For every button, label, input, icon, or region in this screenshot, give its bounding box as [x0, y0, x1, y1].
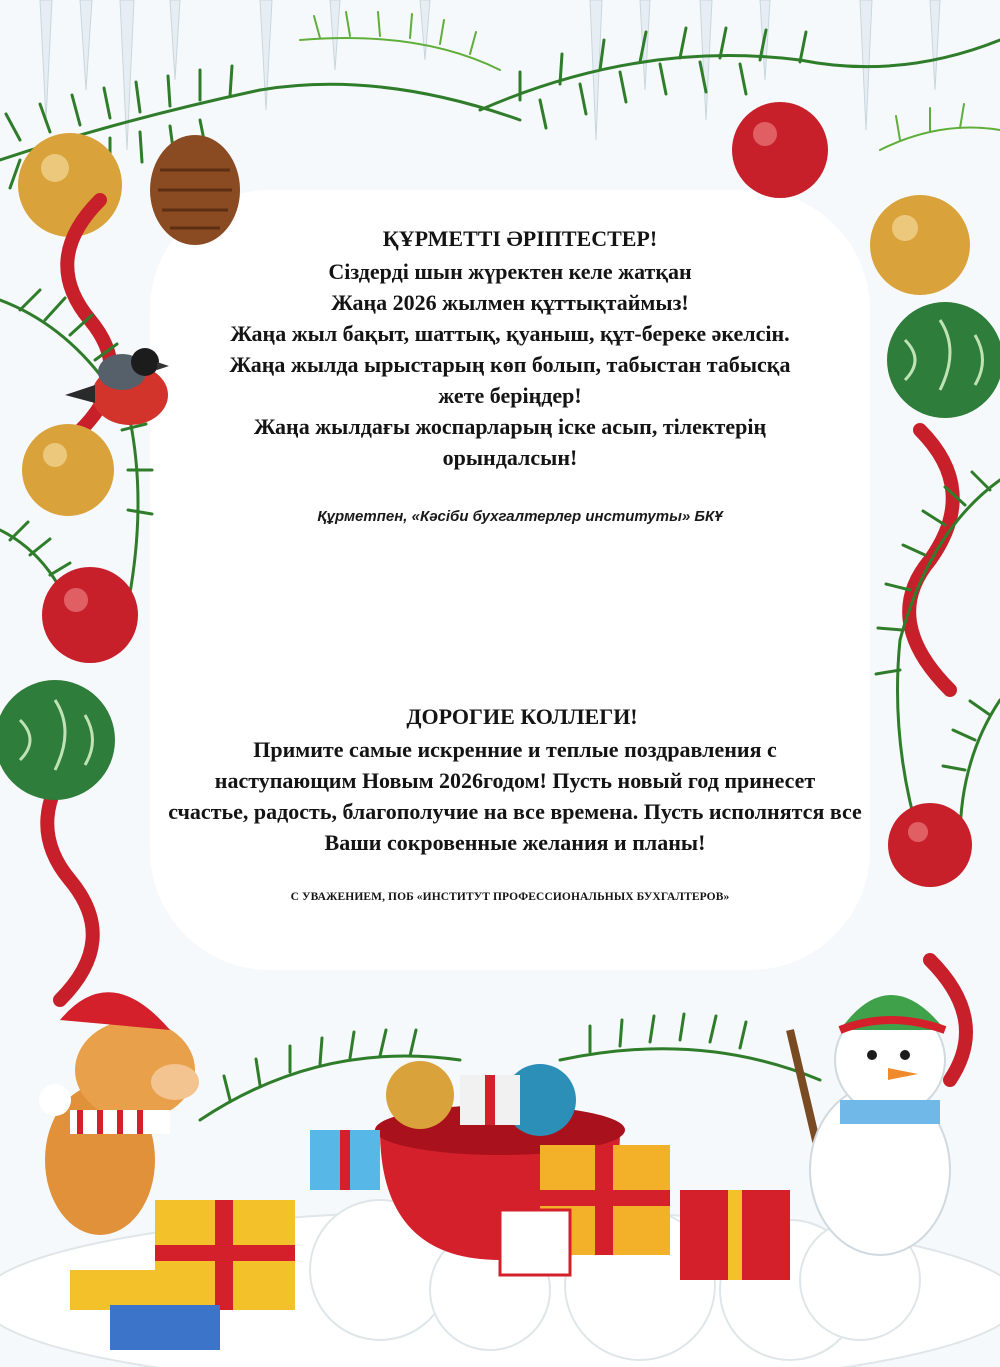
russian-greeting-body — [15, 734, 1000, 858]
kazakh-greeting-title: ҚҰРМЕТТІ ӘРІПТЕСТЕР! — [382, 226, 658, 251]
russian-line: счастье, радость, благополучие на все времена. Пусть исполнятся все — [168, 799, 862, 824]
kazakh-line: жете беріңдер! — [438, 383, 582, 408]
kazakh-line: Жаңа жыл бақыт, шаттық, қуаныш, құт-береке әкелсін. — [230, 321, 790, 346]
kazakh-greeting-body — [10, 256, 1000, 473]
russian-greeting-title: ДОРОГИЕ КОЛЛЕГИ! — [406, 704, 638, 729]
russian-line: Примите самые искренние и теплые поздравления с — [253, 737, 777, 762]
kazakh-line: Жаңа жылдағы жоспарларың іске асып, тілектерің — [253, 414, 767, 439]
kazakh-line: Жаңа 2026 жылмен құттықтаймыз! — [331, 290, 689, 315]
kazakh-line: орындалсын! — [442, 445, 578, 470]
russian-signature: С УВАЖЕНИЕМ, ПОБ «ИНСТИТУТ ПРОФЕССИОНАЛЬНЫХ БУХГАЛТЕРОВ» — [290, 891, 730, 903]
russian-line: наступающим Новым 2026годом! Пусть новый год принесет — [214, 768, 816, 793]
kazakh-signature: Құрметпен, «Кәсіби бухгалтерлер институты» БКҰ — [317, 508, 723, 525]
kazakh-line: Сіздерді шын жүректен келе жатқан — [328, 259, 692, 284]
kazakh-line: Жаңа жылда ырыстарың көп болып, табыстан табысқа — [229, 352, 791, 377]
russian-line: Ваши сокровенные желания и планы! — [324, 830, 706, 855]
